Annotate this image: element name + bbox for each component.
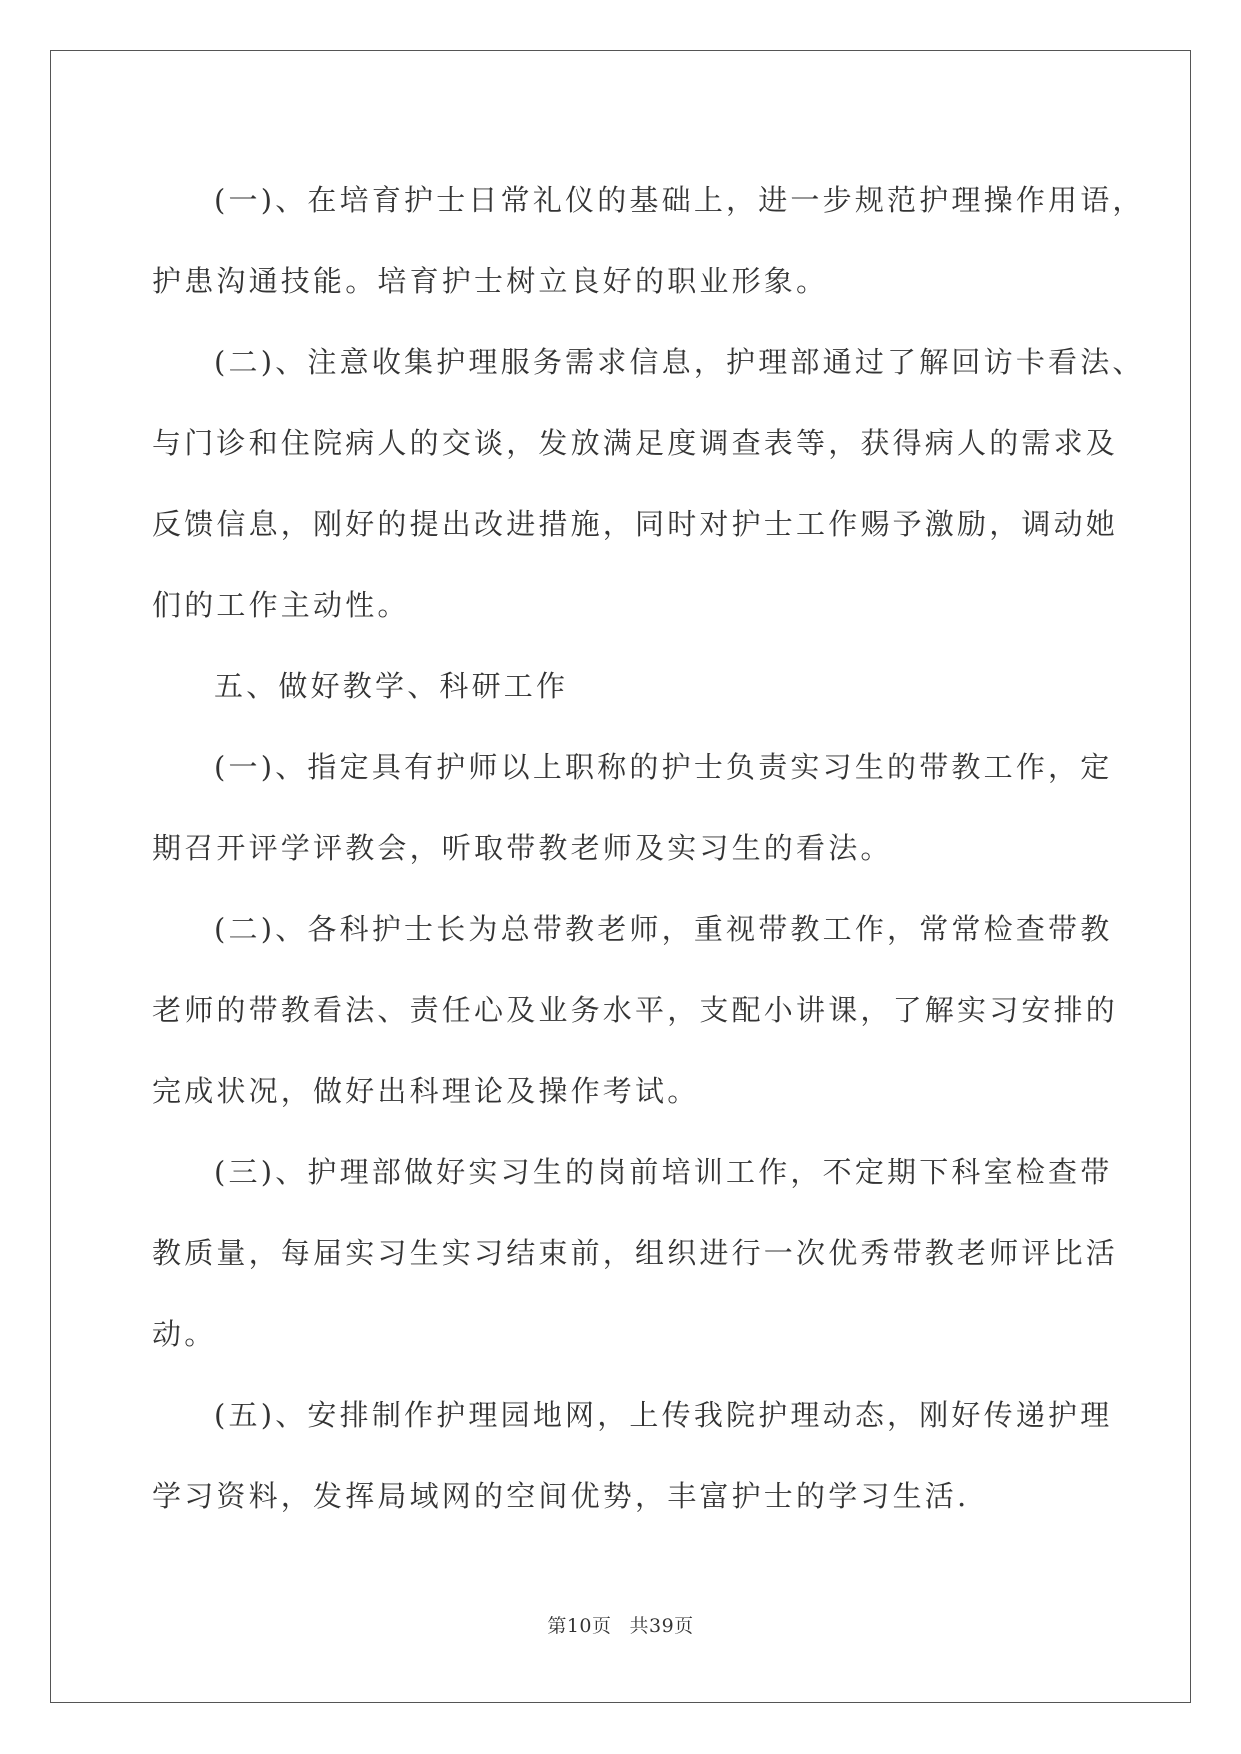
text-line: 完成状况，做好出科理论及操作考试。 — [152, 1074, 700, 1108]
text-line: 老师的带教看法、责任心及业务水平，支配小讲课，了解实习安排的 — [152, 993, 1119, 1027]
section-heading: 五、做好教学、科研工作 — [214, 669, 569, 703]
text-line: 学习资料，发挥局域网的空间优势，丰富护士的学习生活. — [152, 1479, 970, 1513]
text-line: 反馈信息，刚好的提出改进措施，同时对护士工作赐予激励，调动她 — [152, 507, 1119, 541]
text-line: 期召开评学评教会，听取带教老师及实习生的看法。 — [152, 831, 893, 865]
text-line: (一)、指定具有护师以上职称的护士负责实习生的带教工作，定 — [214, 750, 1113, 784]
text-line: 护患沟通技能。培育护士树立良好的职业形象。 — [152, 264, 829, 298]
page-footer — [0, 1611, 1241, 1638]
text-line: 教质量，每届实习生实习结束前，组织进行一次优秀带教老师评比活 — [152, 1236, 1119, 1270]
page-number: 第10页 — [547, 1615, 612, 1637]
document-body — [152, 160, 1145, 1537]
text-line: (一)、在培育护士日常礼仪的基础上，进一步规范护理操作用语， — [214, 183, 1145, 217]
text-line: (三)、护理部做好实习生的岗前培训工作，不定期下科室检查带 — [214, 1155, 1113, 1189]
text-line: (二)、各科护士长为总带教老师，重视带教工作，常常检查带教 — [214, 912, 1113, 946]
text-line: 与门诊和住院病人的交谈，发放满足度调查表等，获得病人的需求及 — [152, 426, 1119, 460]
page-total: 共39页 — [629, 1615, 694, 1637]
text-line: 们的工作主动性。 — [152, 588, 410, 622]
text-line: (二)、注意收集护理服务需求信息，护理部通过了解回访卡看法、 — [214, 345, 1145, 379]
text-line: (五)、安排制作护理园地网，上传我院护理动态，刚好传递护理 — [214, 1398, 1113, 1432]
text-line: 动。 — [152, 1317, 217, 1351]
